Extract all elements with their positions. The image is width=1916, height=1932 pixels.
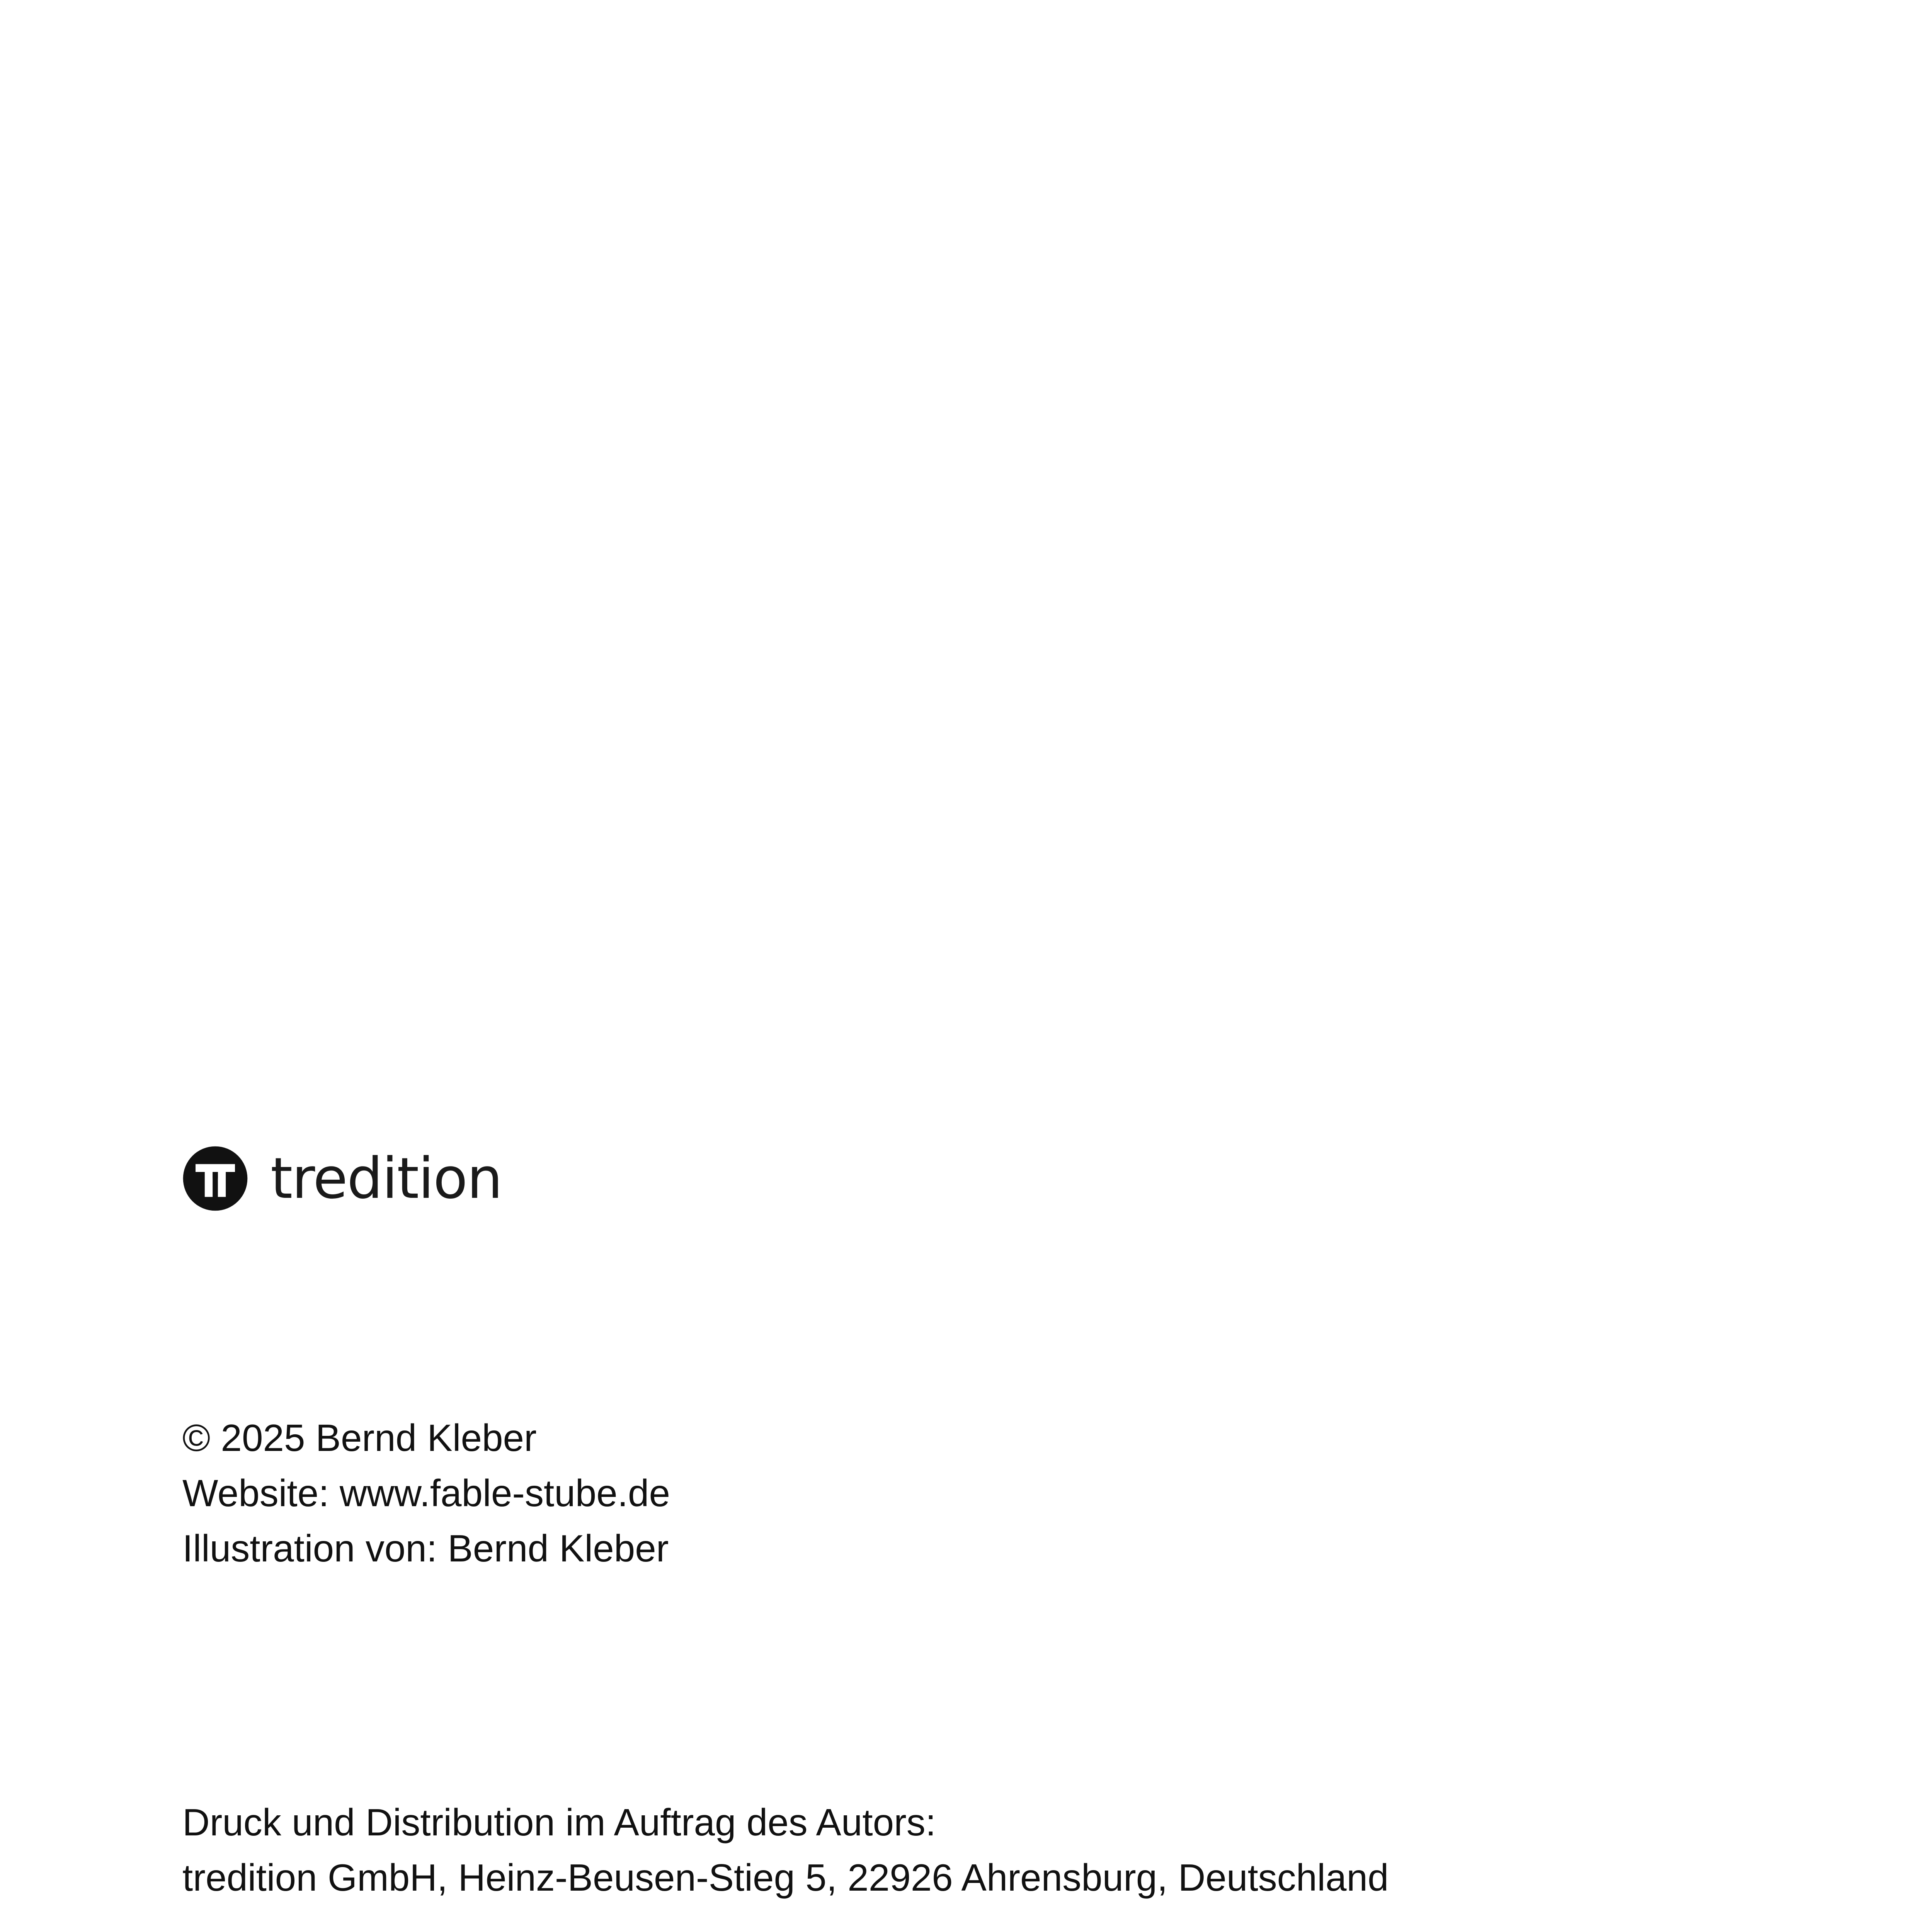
printing-heading: Druck und Distribution im Auftrag des Autors: [182, 1801, 936, 1844]
logo-wordmark: tredition [271, 1146, 502, 1211]
printing-block [182, 1795, 1389, 1905]
publisher-address: tredition GmbH, Heinz-Beusen-Stieg 5, 22926 Ahrensburg, Deutschland [182, 1856, 1389, 1899]
illustration-credit: Illustration von: Bernd Kleber [182, 1527, 669, 1570]
website-line: Website: www.fable-stube.de [182, 1472, 670, 1514]
copyright-line: © 2025 Bernd Kleber [182, 1417, 537, 1459]
publisher-logo [182, 1134, 502, 1223]
tredition-logo-icon [182, 1146, 248, 1211]
copyright-block [182, 1410, 670, 1576]
